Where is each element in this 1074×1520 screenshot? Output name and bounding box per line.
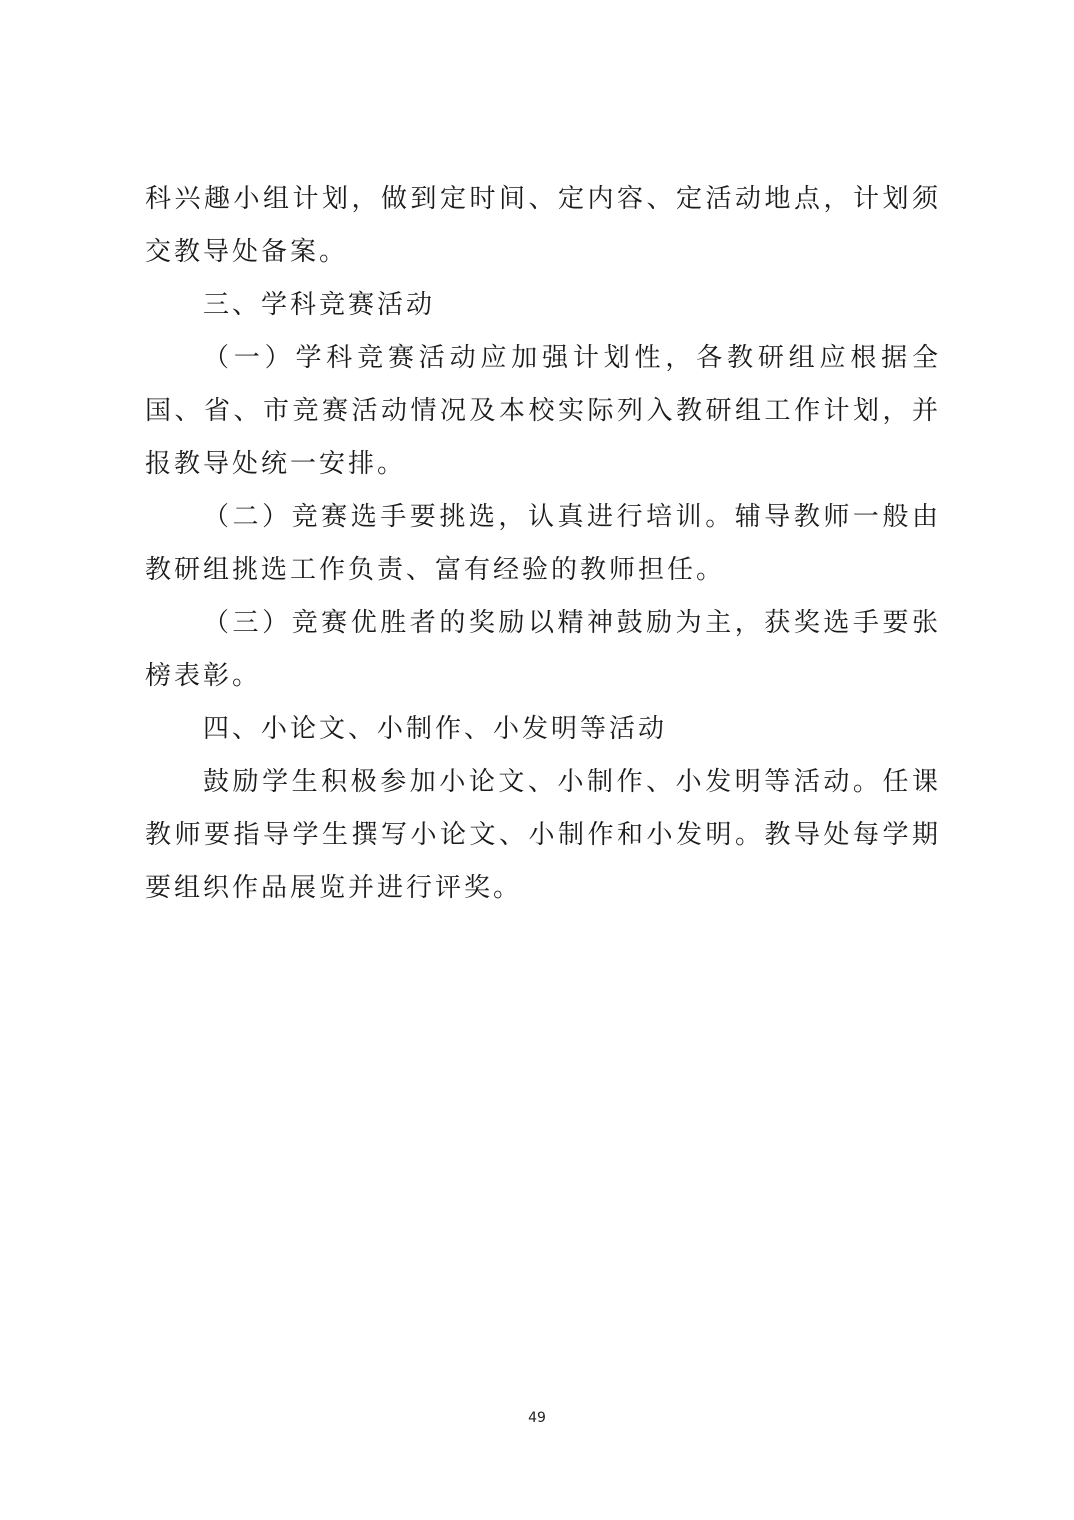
section-heading-3: 三、学科竞赛活动 (203, 290, 436, 320)
body-text (145, 173, 941, 915)
paragraph-3-1: （一）学科竞赛活动应加强计划性，各教研组应根据全国、省、市竞赛活动情况及本校实际列入教研组工作计划，并报教导处统一安排。 (145, 343, 941, 479)
paragraph-4-body: 鼓励学生积极参加小论文、小制作、小发明等活动。任课教师要指导学生撰写小论文、小制作和小发明。教导处每学期要组织作品展览并进行评奖。 (145, 767, 941, 903)
section-heading-4: 四、小论文、小制作、小发明等活动 (203, 714, 668, 744)
paragraph-3-2: （二）竞赛选手要挑选，认真进行培训。辅导教师一般由教研组挑选工作负责、富有经验的教师担任。 (145, 502, 941, 585)
paragraph-3-3: （三）竞赛优胜者的奖励以精神鼓励为主，获奖选手要张榜表彰。 (145, 608, 941, 691)
page-number: 49 (528, 1410, 546, 1426)
paragraph-continuation: 科兴趣小组计划，做到定时间、定内容、定活动地点，计划须交教导处备案。 (145, 184, 941, 267)
